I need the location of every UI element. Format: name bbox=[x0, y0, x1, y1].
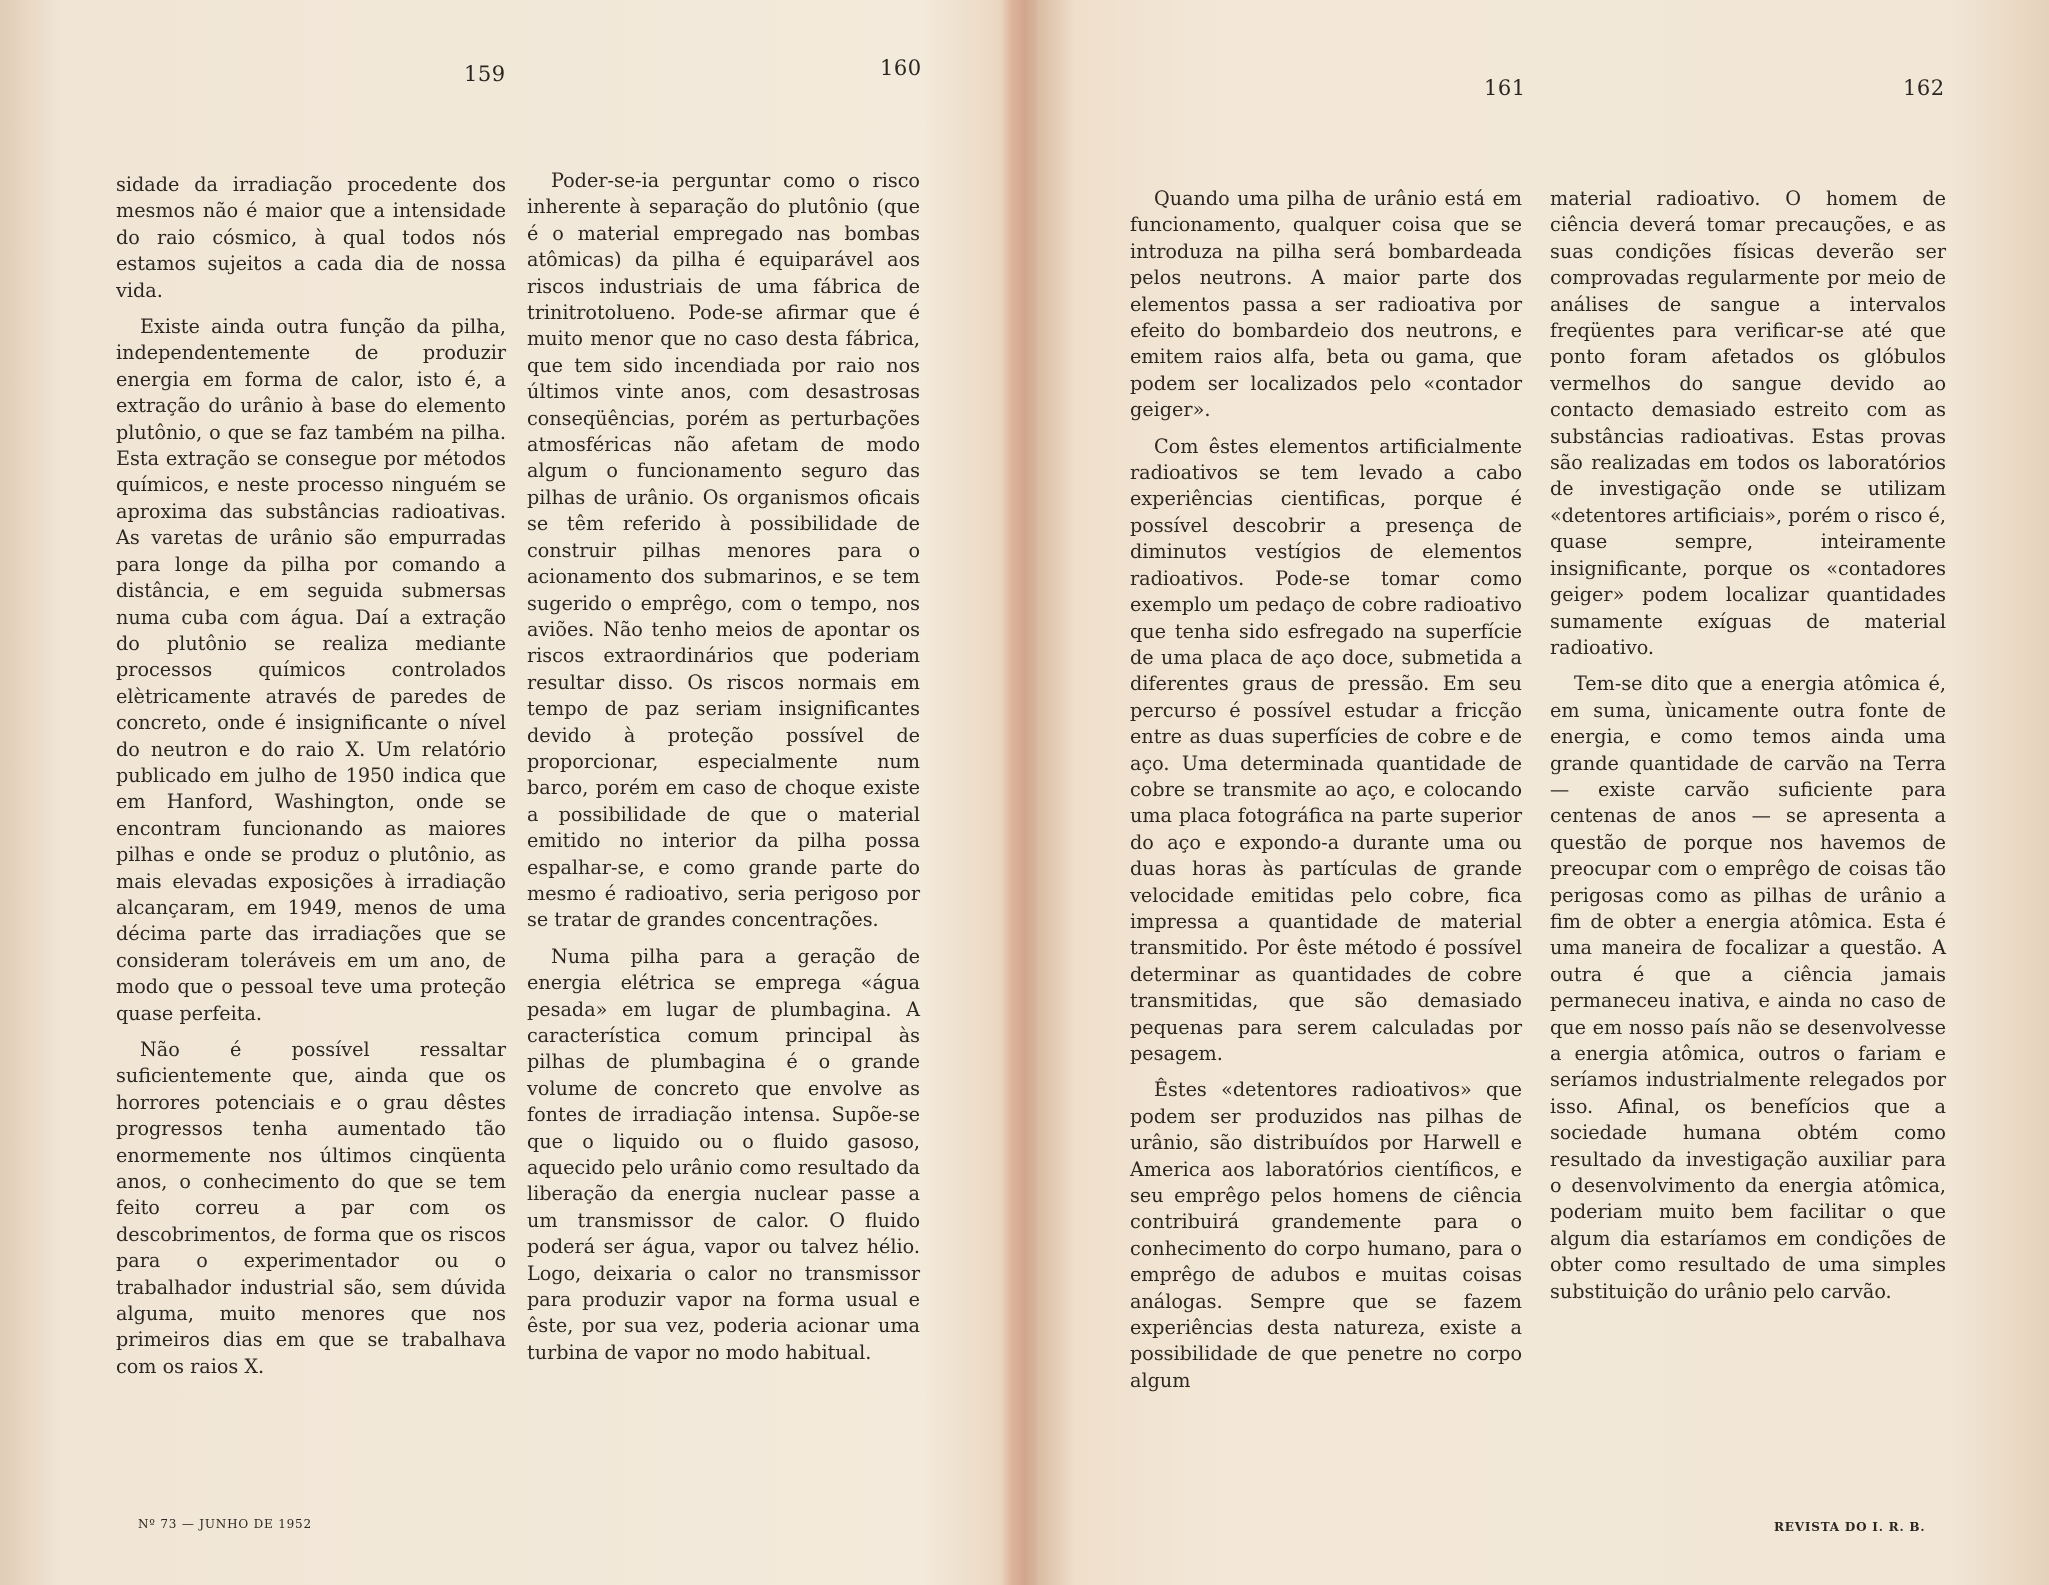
paragraph: Não é possível ressaltar suficientemente que, ainda que os horrores potenciais e o grau dêstes progressos tenha aumentado tão enormemente nos últimos cinqüenta anos, o conhecimento do que se tem feito correu a par com os descobrimentos, de forma que os riscos para o experimentador ou o trabalhador industrial são, sem dúvida alguma, muito menores que nos primeiros dias em que se trabalhava com os raios X. bbox=[116, 1038, 506, 1378]
page-number-160: 160 bbox=[880, 56, 922, 80]
page-number-159: 159 bbox=[464, 62, 506, 86]
footer-journal: REVISTA DO I. R. B. bbox=[1774, 1520, 1926, 1534]
page-number-162: 162 bbox=[1903, 76, 1945, 100]
page-159-column bbox=[116, 172, 506, 1390]
paragraph: Com êstes elementos artificialmente radioativos se tem levado a cabo experiências cientificas, porque é possível descobrir a presença de diminutos vestígios de elementos radioativos. Pode-se tomar como exemplo um pedaço de cobre radioativo que tenha sido esfregado na superfície de uma placa de aço doce, submetida a diferentes graus de pressão. Em seu percurso é possível estudar a fricção entre as duas superfícies de cobre e de aço. Uma determinada quantidade de cobre se transmite ao aço, e colocando uma placa fotográfica na parte superior do aço e expondo-a durante uma ou duas horas às partículas de grande velocidade emitidas pelo cobre, fica impressa a quantidade de material transmitido. Por êste método é possível determinar as quantidades de cobre transmitidas, que são demasiado pequenas para serem calculadas por pesagem. bbox=[1130, 434, 1522, 1065]
paragraph: sidade da irradiação procedente dos mesmos não é maior que a intensidade do raio cósmico, à qual todos nós estamos sujeitos a cada dia de nossa vida. bbox=[116, 173, 506, 302]
paragraph: Quando uma pilha de urânio está em funcionamento, qualquer coisa que se introduza na pilha será bombardeada pelos neutrons. A maior parte dos elementos passa a ser radioativa por efeito do bombardeio dos neutrons, e emitem raios alfa, beta ou gama, que podem ser localizados pelo «contador geiger». bbox=[1130, 187, 1522, 422]
paragraph: Êstes «detentores radioativos» que podem ser produzidos nas pilhas de urânio, são distribuídos por Harwell e America aos laboratórios científicos, e seu emprêgo pelos homens de ciência contribuirá grandemente para o conhecimento do corpo humano, para o emprêgo de adubos e muitas coisas análogas. Sempre que se fazem experiências desta natureza, existe a possibilidade de que penetre no corpo algum bbox=[1130, 1078, 1522, 1392]
paragraph: Tem-se dito que a energia atômica é, em suma, ùnicamente outra fonte de energia, e como temos ainda uma grande quantidade de carvão na Terra — existe carvão suficiente para centenas de anos — se apresenta a questão de porque nos havemos de preocupar com o emprêgo de coisas tão perigosas como as pilhas de urânio a fim de obter a energia atômica. Esta é uma maneira de focalizar a questão. A outra é que a ciência jamais permaneceu inativa, e ainda no caso de que em nosso país não se desenvolvesse a energia atômica, outros o fariam e seríamos industrialmente relegados por isso. Afinal, os benefícios que a sociedade humana obtém como resultado da investigação auxiliar para o desenvolvimento da energia atômica, poderiam muito bem facilitar o que algum dia estaríamos em condições de obter como resultado de uma simples substituição do urânio pelo carvão. bbox=[1550, 672, 1946, 1303]
book-spine bbox=[1000, 0, 1038, 1585]
paragraph: Poder-se-ia perguntar como o risco inherente à separação do plutônio (que é o material empregado nas bombas atômicas) da pilha é equiparável aos riscos industriais de uma fábrica de trinitrotolueno. Pode-se afirmar que é muito menor que no caso desta fábrica, que tem sido incendiada por raio nos últimos vinte anos, com desastrosas conseqüências, porém as perturbações atmosféricas não afetam de modo algum o funcionamento seguro das pilhas de urânio. Os organismos oficais se têm referido à possibilidade de construir pilhas menores para o acionamento dos submarinos, e se tem sugerido o emprêgo, com o tempo, nos aviões. Não tenho meios de apontar os riscos extraordinários que poderiam resultar disso. Os riscos normais em tempo de paz seriam insignificantes devido à proteção possível de proporcionar, especialmente num barco, porém em caso de choque existe a possibilidade de que o material emitido no interior da pilha possa espalhar-se, e como grande parte do mesmo é radioativo, seria perigoso por se tratar de grandes concentrações. bbox=[527, 169, 920, 932]
page-161-column bbox=[1130, 186, 1522, 1404]
footer-issue: Nº 73 — JUNHO DE 1952 bbox=[138, 1517, 312, 1531]
page-162-column bbox=[1550, 186, 1946, 1315]
page-160-column bbox=[527, 168, 920, 1376]
paragraph: Numa pilha para a geração de energia elétrica se emprega «água pesada» em lugar de plumbagina. A característica comum principal às pilhas de plumbagina é o grande volume de concreto que envolve as fontes de irradiação intensa. Supõe-se que o liquido ou o fluido gasoso, aquecido pelo urânio como resultado da liberação da energia nuclear passe a um transmissor de calor. O fluido poderá ser água, vapor ou talvez hélio. Logo, deixaria o calor no transmissor para produzir vapor na forma usual e êste, por sua vez, poderia acionar uma turbina de vapor no modo habitual. bbox=[527, 944, 920, 1364]
paragraph: Existe ainda outra função da pilha, independentemente de produzir energia em forma de calor, isto é, a extração do urânio à base do elemento plutônio, o que se faz também na pilha. Esta extração se consegue por métodos químicos, e neste processo ninguém se aproxima das substâncias radioativas. As varetas de urânio são empurradas para longe da pilha por comando a distância, e em seguida submersas numa cuba com água. Daí a extração do plutônio se realiza mediante processos químicos controlados elètricamente através de paredes de concreto, onde é insignificante o nível do neutron e do raio X. Um relatório publicado em julho de 1950 indica que em Hanford, Washington, onde se encontram funcionando as maiores pilhas e onde se produz o plutônio, as mais elevadas exposições à irradiação alcançaram, em 1949, menos de uma décima parte das irradiações que se consideram toleráveis em um ano, de modo que o pessoal teve uma proteção quase perfeita. bbox=[116, 315, 506, 1025]
paragraph: material radioativo. O homem de ciência deverá tomar precauções, e as suas condições físicas deverão ser comprovadas regularmente por meio de análises de sangue a intervalos freqüentes para verificar-se até que ponto foram afetados os glóbulos vermelhos do sangue devido ao contacto demasiado estreito com as substâncias radioativas. Estas provas são realizadas em todos os laboratórios de investigação onde se utilizam «detentores artificiais», porém o risco é, quase sempre, inteiramente insignificante, porque os «contadores geiger» podem localizar quantidades sumamente exíguas de material radioativo. bbox=[1550, 187, 1946, 659]
page-number-161: 161 bbox=[1484, 76, 1526, 100]
